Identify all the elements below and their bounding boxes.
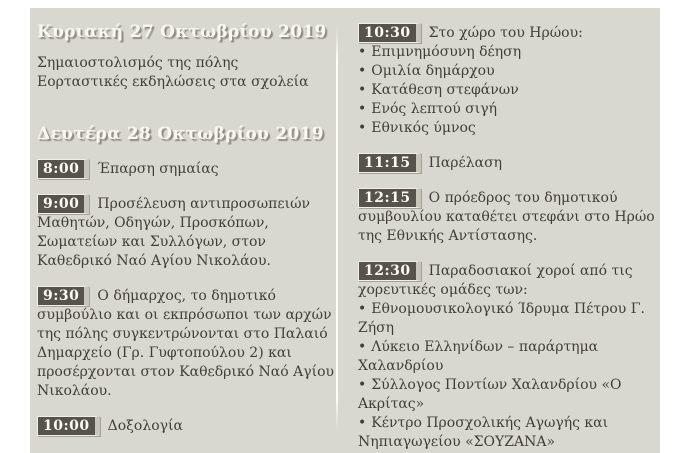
schedule-event: [358, 23, 656, 138]
bullet-icon: •: [358, 101, 367, 117]
bullet-item: [358, 81, 656, 100]
schedule-event: [37, 416, 337, 436]
bullet-icon: •: [358, 82, 367, 98]
right-column: [358, 23, 656, 452]
bullet-item: [358, 376, 656, 414]
event-text: Ο πρόεδρος του δημοτικού συμβουλίου καταθέτει στεφάνι στο Ηρώο της Εθνικής Αντίστασης.: [358, 190, 655, 244]
bullet-text: Ενός λεπτού σιγή: [371, 101, 497, 117]
event-text: Προσέλευση αντιπροσωπειών Μαθητών, Οδηγών, Προσκόπων, Σωματείων και Συλλόγων, στον Καθεδρικό Ναό Αγίου Νικολάου.: [37, 196, 311, 269]
program-panel: [30, 8, 660, 453]
bullet-text: Εθνομουσικολογικό Ίδρυμα Πέτρου Γ. Ζήση: [358, 301, 645, 336]
event-text: Έπαρση σημαίας: [97, 161, 219, 177]
left-column: [37, 23, 337, 436]
time-badge: 12:15: [358, 188, 421, 208]
event-text: Ο δήμαρχος, το δημοτικό συμβούλιο και οι εκπρόσωποι των αρχών της πόλης συγκεντρώνονται στο Παλαιό Δημαρχείο (Γρ. Γυφτοπούλου 2) και προσέρχονται στον Καθεδρικό Ναό Αγίου Νικολάου.: [37, 288, 335, 399]
time-badge: 12:30: [358, 261, 421, 281]
schedule-event: [37, 159, 337, 179]
bullet-item: [358, 414, 656, 452]
bullet-item: [358, 119, 656, 138]
bullet-icon: •: [358, 377, 367, 393]
bullet-text: Κατάθεση στεφάνων: [371, 82, 519, 98]
schedule-event: [37, 194, 337, 271]
schedule-event: [358, 153, 656, 173]
event-text: Δοξολογία: [107, 418, 183, 434]
bullet-item: [358, 62, 656, 81]
bullet-text: Επιμνημόσυνη δέηση: [371, 44, 522, 60]
time-badge: 9:30: [37, 286, 89, 306]
bullet-item: [358, 43, 656, 62]
bullet-item: [358, 100, 656, 119]
bullet-text: Κέντρο Προσχολικής Αγωγής και Νηπιαγωγείου «ΣΟΥΖΑΝΑ»: [358, 415, 609, 450]
day1-line: Σημαιοστολισμός της πόλης: [37, 55, 239, 71]
bullet-item: [358, 300, 656, 338]
bullet-icon: •: [358, 120, 367, 136]
event-text: Στο χώρο του Ηρώου:: [428, 25, 583, 41]
schedule-event: [358, 261, 656, 452]
bullet-icon: •: [358, 339, 367, 355]
day2-title: Δευτέρα 28 Οκτωβρίου 2019: [37, 124, 324, 144]
day1-title: Κυριακή 27 Οκτωβρίου 2019: [37, 22, 327, 42]
bullet-icon: •: [358, 63, 367, 79]
event-text: Παραδοσιακοί χοροί από τις χορευτικές ομάδες των:: [358, 263, 633, 298]
bullet-text: Ομιλία δημάρχου: [371, 63, 495, 79]
bullet-text: Σύλλογος Ποντίων Χαλανδρίου «Ο Ακρίτας»: [358, 377, 622, 412]
time-badge: 10:00: [37, 416, 100, 436]
time-badge: 9:00: [37, 194, 89, 214]
schedule-event: [37, 286, 337, 401]
bullet-item: [358, 338, 656, 376]
bullet-icon: •: [358, 44, 367, 60]
time-badge: 11:15: [358, 153, 421, 173]
bullet-icon: •: [358, 415, 367, 431]
time-badge: 8:00: [37, 159, 89, 179]
bullet-text: Εθνικός ύμνος: [371, 120, 476, 136]
day1-line: Εορταστικές εκδηλώσεις στα σχολεία: [37, 74, 309, 90]
bullet-icon: •: [358, 301, 367, 317]
bullet-text: Λύκειο Ελληνίδων – παράρτημα Χαλανδρίου: [358, 339, 599, 374]
event-text: Παρέλαση: [428, 155, 503, 171]
time-badge: 10:30: [358, 23, 421, 43]
schedule-event: [358, 188, 656, 246]
